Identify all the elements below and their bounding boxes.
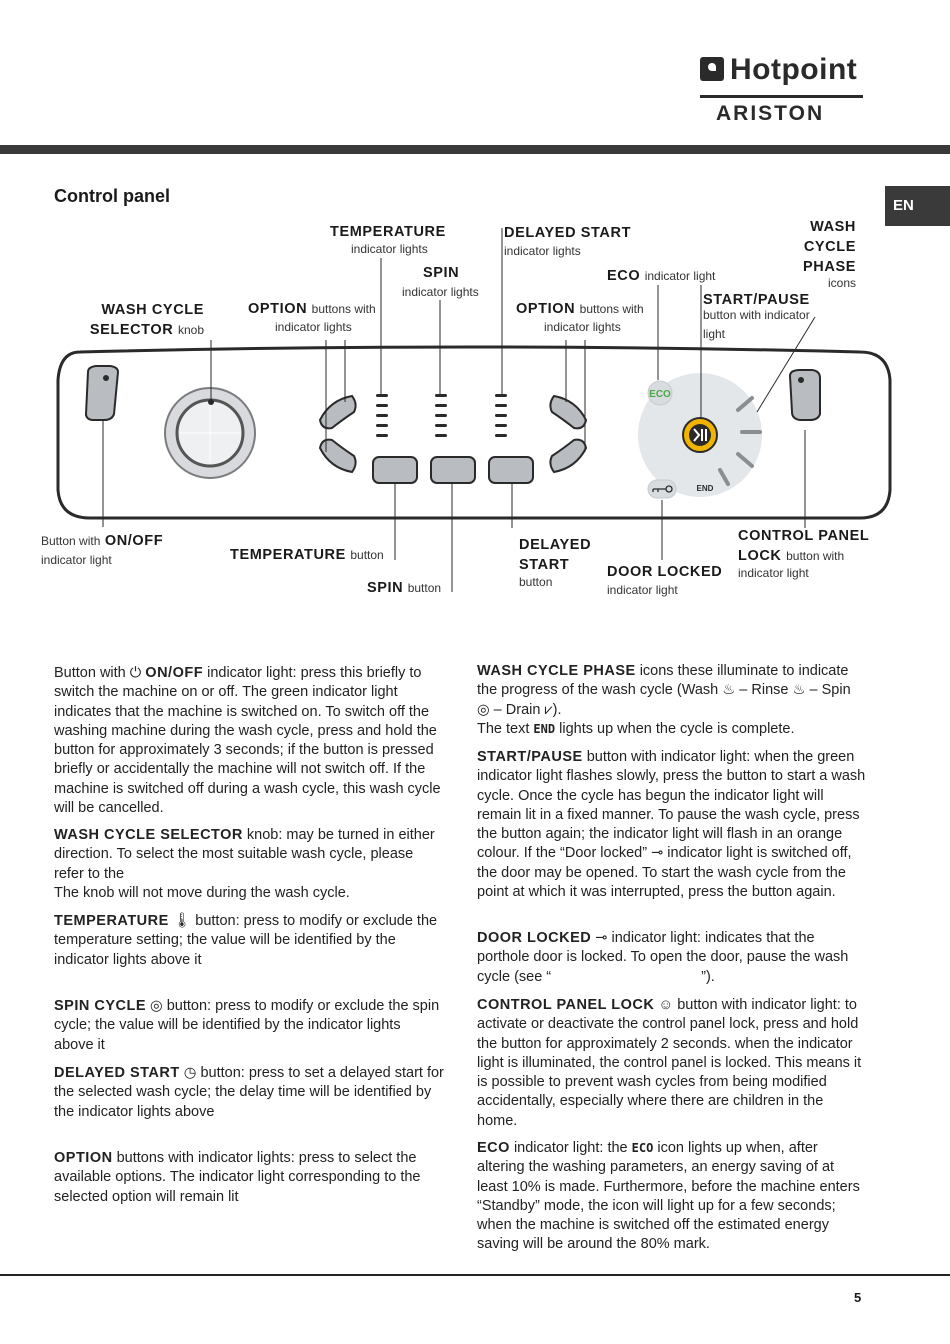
control-panel-lock-indicator — [798, 377, 804, 383]
section-title: Control panel — [54, 186, 170, 206]
label-spin-lights: SPIN — [423, 265, 460, 281]
temperature-button — [373, 457, 417, 483]
brand-subname: ARISTON — [716, 102, 825, 125]
option-button-left-top — [320, 396, 356, 428]
label-option-left: OPTION buttons with — [248, 301, 376, 317]
para-eco: ECO indicator light: the ECO icon lights up when, after altering the washing parameters, an energy saving of at least 10% is made. Furthermore, before the machine enters “Standby” mode, the icon will light up for a few seconds; when the machine is switched off the estimated energy saving will be around the 80% mark. — [477, 1140, 860, 1253]
label-option-right: OPTION buttons with — [516, 301, 644, 317]
language-tab: EN — [885, 186, 950, 226]
para-door-locked: DOOR LOCKED ⊸ indicator light: indicates that the porthole door is locked. To open the door, pause the wash cycle (see “ ”). — [477, 930, 849, 985]
label-eco: ECO indicator light — [607, 268, 716, 284]
drain-icon: ⩗ — [544, 701, 553, 718]
label-wash-cycle-selector: WASH CYCLE SELECTOR knob — [89, 302, 204, 338]
label-wash-cycle-phase: WASH CYCLE PHASE — [803, 219, 856, 275]
label-delayed-start-lights: DELAYED START — [504, 225, 632, 241]
para-option: OPTION buttons with indicator lights: press to select the available options. The indicator light corresponding to the selected option will remain lit — [54, 1150, 421, 1205]
spin-icon: ◎ — [150, 998, 163, 1014]
label-option-right-sub: indicator lights — [544, 320, 621, 334]
spin-indicator-lights — [435, 394, 447, 437]
delayed-start-button — [489, 457, 533, 483]
clock-icon: ◷ — [183, 1065, 197, 1081]
label-wash-cycle-phase-sub: icons — [827, 276, 856, 290]
label-temperature-lights-sub: indicator lights — [351, 242, 428, 256]
para-control-panel-lock: CONTROL PANEL LOCK ☺ button with indicator light: to activate or deactivate the control panel lock, press and hold the button for approximately 2 seconds. when the indicator light is illuminated, the control panel is locked. This means it is possible to prevent wash cycles from being modified accidentally, especially where there are children in the home. — [477, 997, 862, 1129]
rinse-icon: ♨ — [792, 682, 806, 699]
brand-name: Hotpoint — [730, 53, 858, 86]
key-icon-inline: ⊸ — [651, 845, 664, 862]
label-start-pause-sub: button with indicator light — [703, 308, 810, 341]
para-wash-cycle-phase: WASH CYCLE PHASE icons these illuminate to indicate the progress of the wash cycle (Wash ♨ – Rinse ♨ – Spin ◎ – Drain ⩗). The text END lights up when the cycle is complete. — [477, 663, 851, 737]
label-spin-lights-sub: indicator lights — [402, 285, 479, 299]
label-temperature-lights: TEMPERATURE — [330, 224, 446, 240]
on-off-button — [86, 366, 118, 420]
label-delayed-start-button-sub: button — [519, 575, 553, 589]
label-start-pause: START/PAUSE — [703, 292, 810, 308]
label-on-off: Button with ON/OFF — [41, 533, 164, 549]
spin-button — [431, 457, 475, 483]
footer-rule — [0, 1274, 950, 1276]
option-button-left-bottom — [320, 440, 356, 472]
para-spin-cycle: SPIN CYCLE ◎ button: press to modify or exclude the spin cycle; the value will be identified by the indicator lights above it — [54, 998, 440, 1053]
option-button-right-bottom — [550, 440, 586, 472]
on-off-indicator — [103, 375, 109, 381]
para-on-off: Button with ⏻ ON/OFF indicator light: press this briefly to switch the machine on or off. The green indicator light indicates that the machine is switched on. To switch off the washing machine during the wash cycle, press and hold the button for approximately 3 seconds; if the button is pressed briefly or accidentally the machine will not switch off. If the machine is switched off during a wash cycle, this wash cycle will be cancelled. — [54, 665, 441, 817]
temperature-indicator-lights — [376, 394, 388, 437]
eco-indicator-text: ECO — [649, 389, 671, 400]
label-door-locked: DOOR LOCKED — [607, 564, 723, 580]
spin-phase-icon: ◎ — [477, 701, 490, 718]
label-option-left-sub: indicator lights — [275, 320, 352, 334]
label-control-panel-lock: CONTROL PANEL LOCK button with — [738, 528, 870, 564]
delayed-start-indicator-lights — [495, 394, 507, 437]
wash-icon: ♨ — [722, 682, 736, 699]
page-number: 5 — [854, 1290, 862, 1305]
para-delayed-start: DELAYED START ◷ button: press to set a delayed start for the selected wash cycle; the delay time will be identified by the indicator lights above — [54, 1065, 444, 1120]
para-start-pause: START/PAUSE button with indicator light: when the green indicator light flashes slowly, press the button to start a wash cycle. Once the cycle has begun the indicator light will remain lit in a fixed manner. To pause the wash cycle, press the button again; the indicator light will flash in an orange colour. If the “Door locked” ⊸ indicator light is switched off, the door may be opened. To start the wash cycle from the point at which it was interrupted, press the button again. — [477, 749, 866, 901]
label-control-panel-lock-sub: indicator light — [738, 566, 809, 580]
option-button-right-top — [550, 396, 586, 428]
key-icon-inline-2: ⊸ — [595, 930, 608, 946]
label-temperature-button: TEMPERATURE button — [230, 547, 384, 563]
end-indicator: END — [696, 484, 714, 493]
label-spin-button: SPIN button — [367, 580, 442, 596]
para-temperature: TEMPERATURE 🌡 button: press to modify or exclude the temperature setting; the value will be identified by the indicator lights above it — [54, 913, 438, 968]
label-on-off-sub: indicator light — [41, 553, 112, 567]
label-delayed-start-lights-sub: indicator lights — [504, 244, 581, 258]
para-wash-cycle-selector: WASH CYCLE SELECTOR knob: may be turned in either direction. To select the most suitable wash cycle, please refer to the The knob will not move during the wash cycle. — [54, 827, 435, 901]
child-lock-icon: ☺ — [658, 997, 674, 1013]
thermometer-icon: 🌡 — [172, 913, 192, 929]
label-door-locked-sub: indicator light — [607, 583, 678, 597]
control-panel-lock-button — [790, 370, 820, 420]
label-delayed-start-button: DELAYED START — [519, 537, 592, 573]
power-icon: ⏻ — [129, 665, 142, 681]
